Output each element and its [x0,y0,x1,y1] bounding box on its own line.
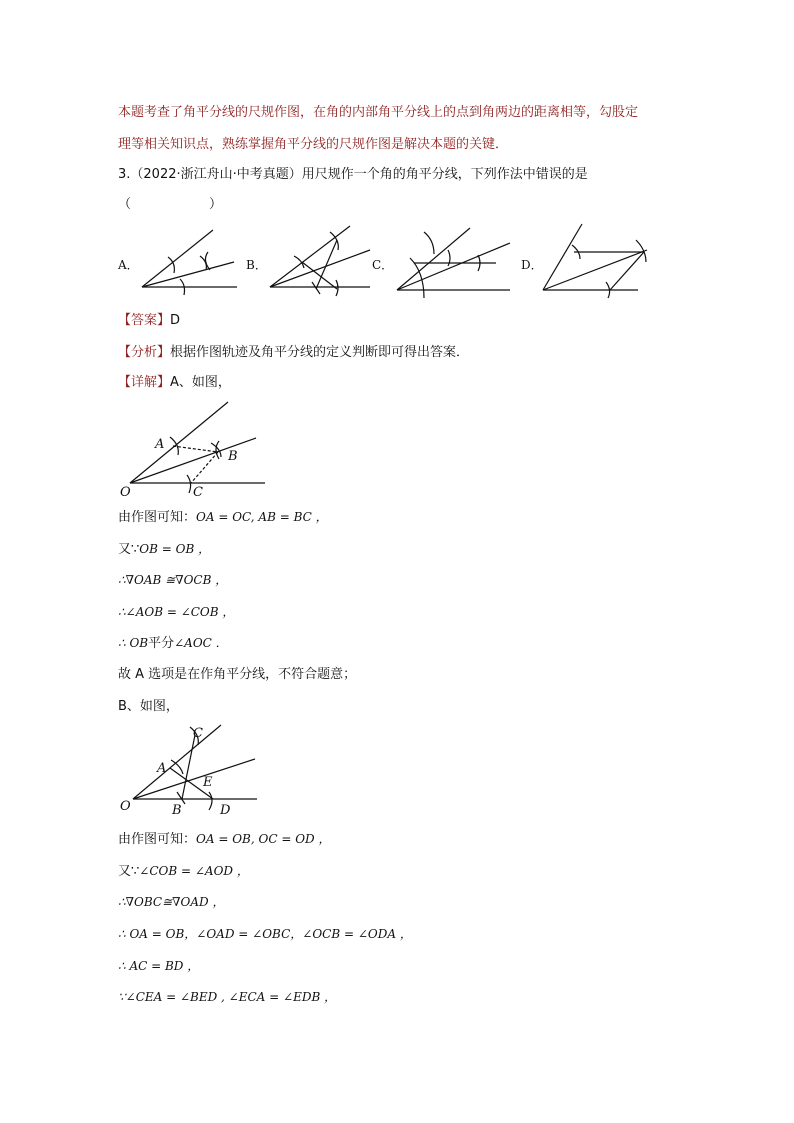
figure-b-label-e: E [203,775,213,790]
analysis-tag: 【分析】 [118,345,171,360]
answer-blank: （ ） [118,197,223,212]
part-a-line-5 [118,633,228,654]
option-b-figure [270,226,370,296]
figure-b-label-b: B [172,803,182,818]
figure-a-label-o: O [120,485,131,500]
detail-text: A、如图， [170,375,231,390]
figure-a-label-a: A [155,437,165,452]
answer-value: D [170,313,181,328]
detail-line [118,373,231,393]
figure-b [115,722,275,822]
question-text: 3.（2022·浙江舟山·中考真题）用尺规作一个角的角平分线，下列作法中错误的是 [118,167,588,182]
figure-b-label-d: D [220,803,231,818]
answer-tag: 【答案】 [118,313,171,328]
option-a-figure [142,230,237,295]
part-b-line-1 [118,829,330,850]
intro-line-1: 本题考查了角平分线的尺规作图，在角的内部角平分线上的点到角两边的距离相等，勾股定 [118,105,639,120]
part-b-line-6: ∵∠CEA = ∠BED , ∠ECA = ∠EDB ， [118,990,337,1004]
part-a-line-7: B、如图， [118,699,179,714]
option-figures [0,0,794,320]
figure-a-label-c: C [193,485,203,500]
part-a-line-2 [118,539,210,560]
figure-a-label-b: B [228,449,238,464]
part-a-line-2-prefix: 又∵ [118,542,140,557]
part-a-line-6: 故 A 选项是在作角平分线，不符合题意； [118,667,357,682]
figure-b-label-a: A [157,761,167,776]
analysis-text: 根据作图轨迹及角平分线的定义判断即可得出答案． [170,345,470,360]
part-a-line-5-text: 平分 [148,636,175,651]
part-b-line-2-prefix: 又∵ [118,864,140,879]
part-a-line-1 [118,507,328,528]
part-a-line-5-math2: ∠AOC ． [174,636,228,650]
part-b-line-1-prefix: 由作图可知： [118,832,197,847]
part-a-line-1-prefix: 由作图可知： [118,510,197,525]
option-a-label: A． [118,258,139,272]
option-b-label: B． [246,258,267,272]
part-b-line-5: ∴ AC = BD ， [118,959,200,973]
part-a-line-5-math: ∴ OB [118,636,149,650]
intro-line-2: 理等相关知识点，熟练掌握角平分线的尺规作图是解决本题的关键． [118,137,509,152]
part-b-line-3: ∴∇OBC≅∇OAD ， [118,895,225,909]
part-b-line-4: ∴ OA = OB，∠OAD = ∠OBC，∠OCB = ∠ODA ， [118,927,412,941]
part-b-line-2 [118,861,249,882]
analysis-line [118,343,469,363]
part-a-line-2-math: OB = OB ， [139,542,211,556]
answer-line [118,311,180,331]
part-a-line-1-math: OA = OC, AB = BC ， [196,510,328,524]
part-b-line-1-math: OA = OB, OC = OD ， [196,832,331,846]
option-d-label: D． [521,258,543,272]
option-c-label: C． [372,258,394,272]
part-a-line-3: ∴∇OAB ≅∇OCB ， [118,573,228,587]
figure-b-label-o: O [120,799,131,814]
detail-tag: 【详解】 [118,375,171,390]
figure-a [115,397,275,507]
part-a-line-4: ∴∠AOB = ∠COB ， [118,605,235,619]
option-d-figure [543,224,647,298]
option-c-figure [397,228,510,298]
figure-b-label-c: C [193,726,203,741]
part-b-line-2-math: ∠COB = ∠AOD ， [139,864,249,878]
